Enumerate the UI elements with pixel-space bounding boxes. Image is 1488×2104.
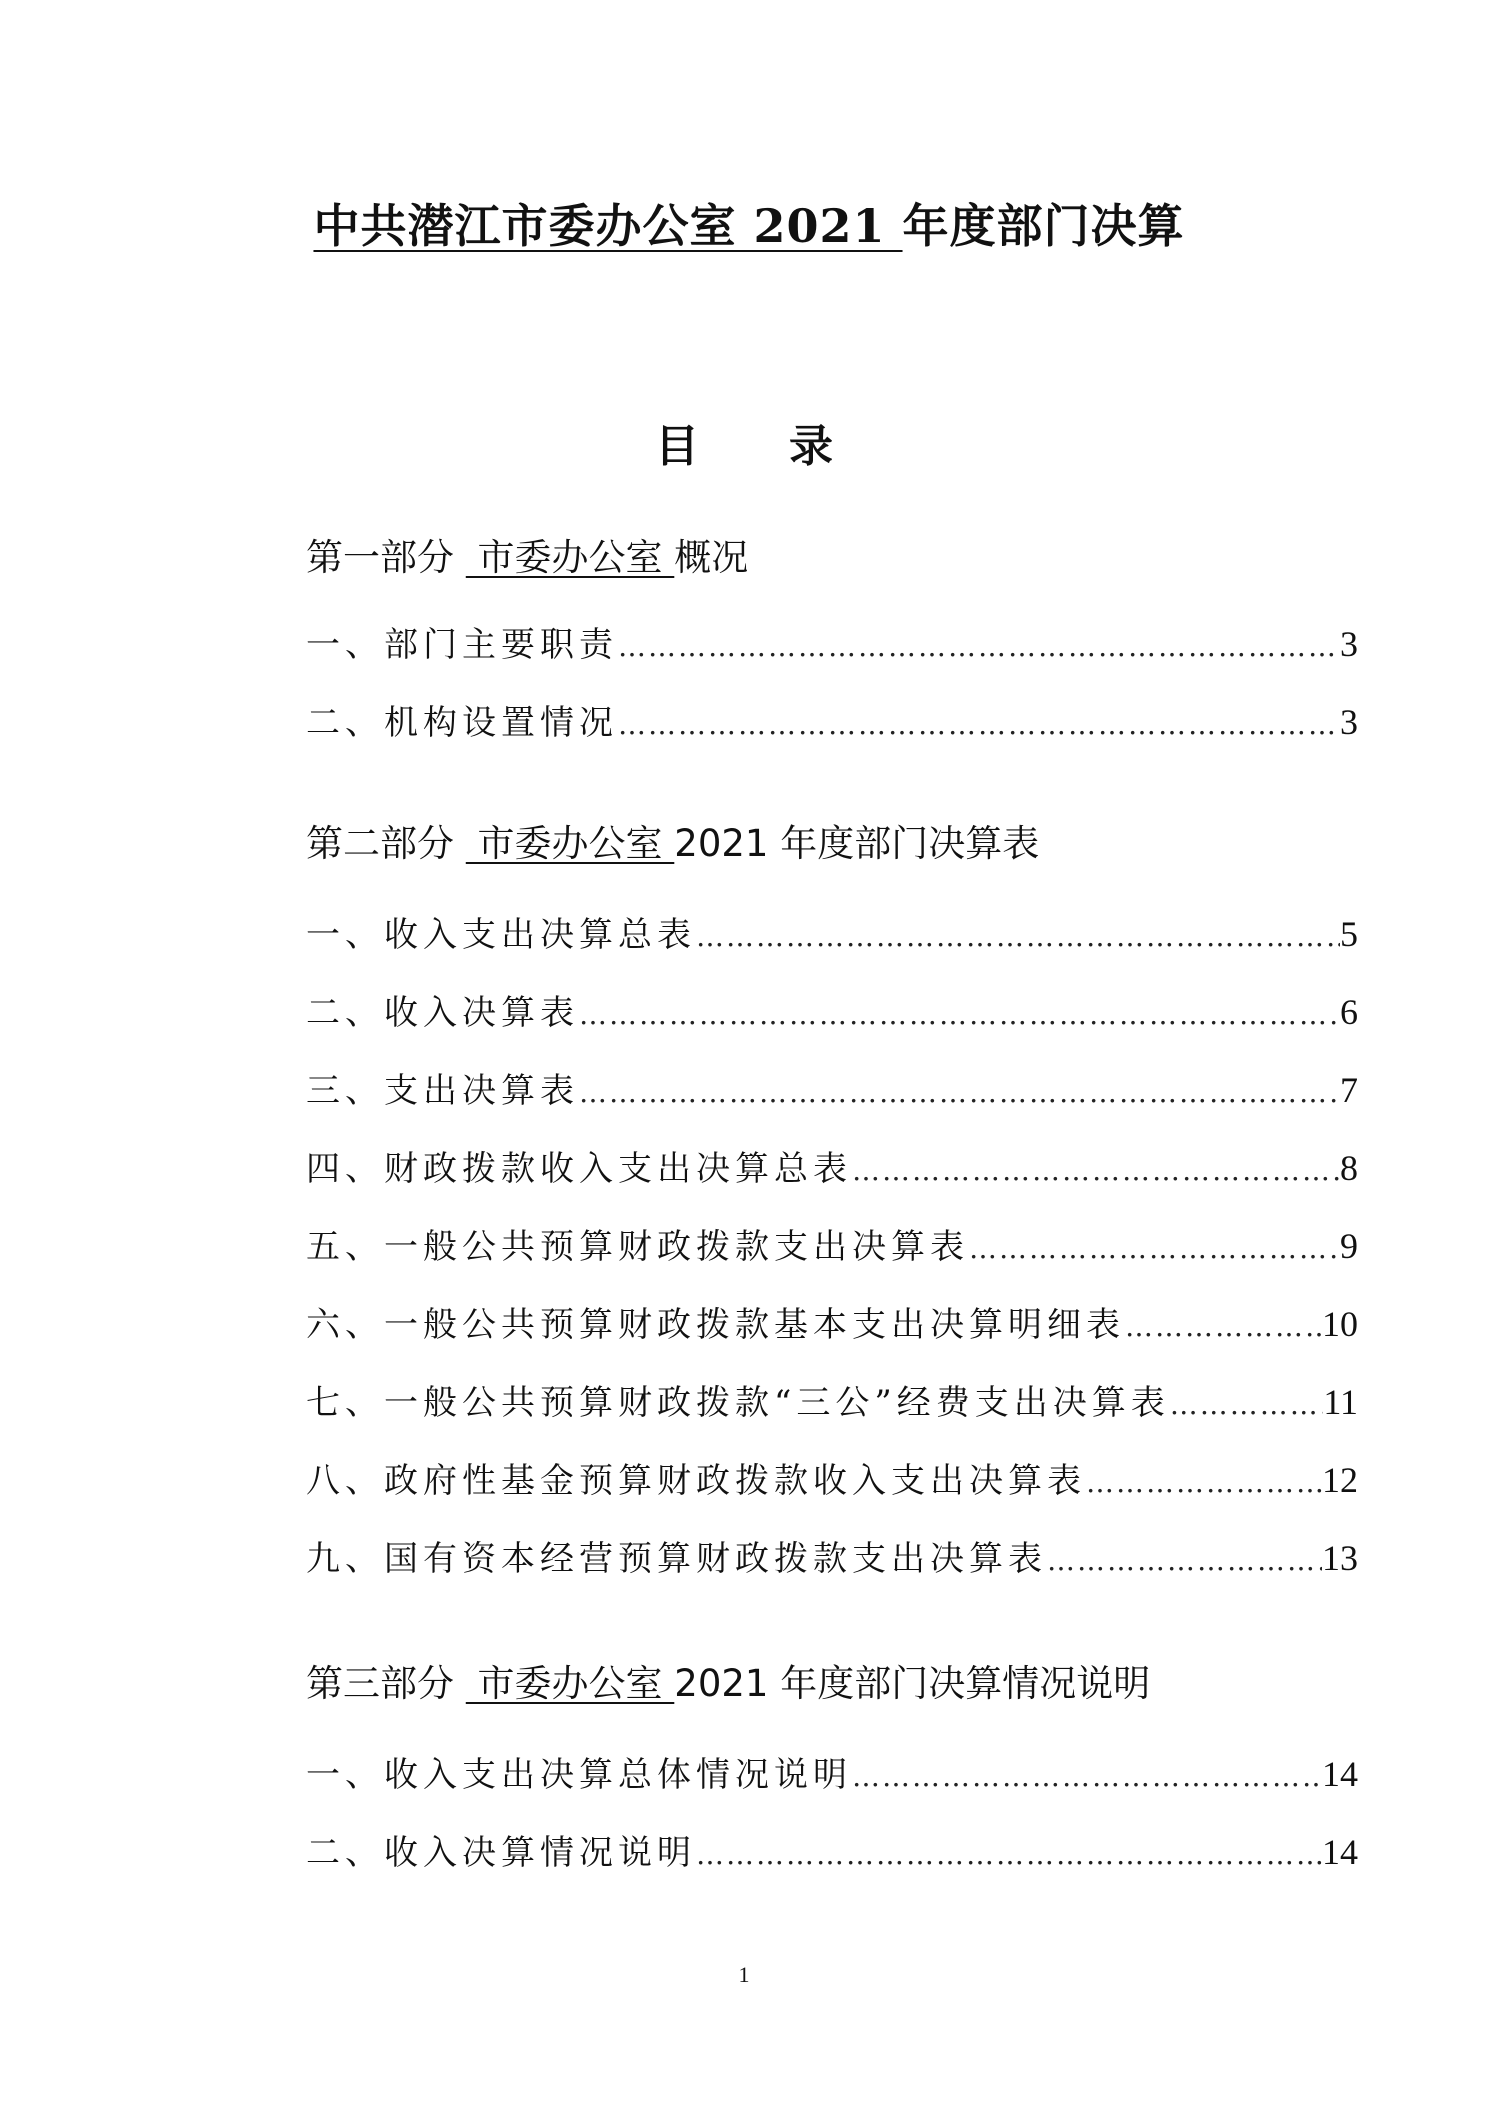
toc-leader-dots <box>618 708 1340 741</box>
toc-leader-dots <box>852 1154 1340 1187</box>
toc-entry[interactable] <box>306 1825 1358 1874</box>
section-heading-part-1 <box>306 527 748 581</box>
toc-entry-page: 11 <box>1323 1382 1358 1422</box>
toc-entry-label: 二、机构设置情况 <box>306 703 618 743</box>
toc-entry-page: 14 <box>1322 1832 1358 1872</box>
toc-entry-page: 3 <box>1340 624 1358 664</box>
toc-entry-page: 8 <box>1340 1148 1358 1188</box>
document-title <box>0 190 1488 256</box>
section-prefix: 第二部分 <box>306 822 466 865</box>
toc-entry-label: 五、一般公共预算财政拨款支出决算表 <box>306 1227 969 1267</box>
toc-leader-dots <box>852 1760 1322 1793</box>
toc-leader-dots <box>1170 1388 1324 1421</box>
toc-leader-dots <box>969 1232 1340 1265</box>
toc-entry-label: 三、支出决算表 <box>306 1071 579 1111</box>
toc-entry[interactable] <box>306 1297 1358 1346</box>
toc-entry-label: 七、一般公共预算财政拨款“三公”经费支出决算表 <box>306 1383 1170 1423</box>
toc-entry-label: 一、部门主要职责 <box>306 625 618 665</box>
section-heading-part-2 <box>306 813 1039 867</box>
document-title-rest: 年度部门决算 <box>902 199 1185 253</box>
toc-entry-page: 10 <box>1322 1304 1358 1344</box>
toc-entry[interactable] <box>306 1747 1358 1796</box>
toc-entry-page: 12 <box>1322 1460 1358 1500</box>
document-title-underlined: 中共潜江市委办公室 2021 <box>313 199 903 253</box>
toc-entry[interactable] <box>306 1219 1358 1268</box>
section-heading-part-3 <box>306 1653 1150 1707</box>
toc-entry[interactable] <box>306 695 1358 744</box>
toc-entry-label: 六、一般公共预算财政拨款基本支出决算明细表 <box>306 1305 1125 1345</box>
toc-entry-page: 6 <box>1340 992 1358 1032</box>
toc-entry-page: 5 <box>1340 914 1358 954</box>
toc-entry[interactable] <box>306 1141 1358 1190</box>
toc-leader-dots <box>696 1838 1322 1871</box>
toc-entry-label: 二、收入决算情况说明 <box>306 1833 696 1873</box>
section-suffix: 概况 <box>674 536 749 579</box>
section-prefix: 第一部分 <box>306 536 466 579</box>
toc-entry-page: 14 <box>1322 1754 1358 1794</box>
toc-entry[interactable] <box>306 907 1358 956</box>
toc-entry[interactable] <box>306 985 1358 1034</box>
toc-entry-label: 九、国有资本经营预算财政拨款支出决算表 <box>306 1539 1047 1579</box>
toc-entry[interactable] <box>306 1375 1358 1424</box>
toc-entry-label: 一、收入支出决算总表 <box>306 915 696 955</box>
section-org-name: 市委办公室 <box>465 1662 675 1705</box>
toc-entry-page: 7 <box>1340 1070 1358 1110</box>
toc-leader-dots <box>618 630 1340 663</box>
toc-leader-dots <box>1086 1466 1322 1499</box>
toc-entry[interactable] <box>306 617 1358 666</box>
page-number: 1 <box>738 1962 750 1987</box>
toc-entry[interactable] <box>306 1453 1358 1502</box>
toc-entry-page: 9 <box>1340 1226 1358 1266</box>
section-suffix: 2021 年度部门决算表 <box>674 822 1040 865</box>
toc-entry-label: 八、政府性基金预算财政拨款收入支出决算表 <box>306 1461 1086 1501</box>
toc-entry-label: 二、收入决算表 <box>306 993 579 1033</box>
toc-entry-page: 13 <box>1322 1538 1358 1578</box>
toc-entry[interactable] <box>306 1063 1358 1112</box>
section-suffix: 2021 年度部门决算情况说明 <box>674 1662 1151 1705</box>
section-org-name: 市委办公室 <box>465 822 675 865</box>
toc-entry-page: 3 <box>1340 702 1358 742</box>
toc-entry-label: 四、财政拨款收入支出决算总表 <box>306 1149 852 1189</box>
toc-entry[interactable] <box>306 1531 1358 1580</box>
toc-leader-dots <box>696 920 1340 953</box>
toc-leader-dots <box>579 1076 1340 1109</box>
toc-leader-dots <box>1047 1544 1322 1577</box>
section-prefix: 第三部分 <box>306 1662 466 1705</box>
toc-entry-label: 一、收入支出决算总体情况说明 <box>306 1755 852 1795</box>
section-org-name: 市委办公室 <box>465 536 675 579</box>
toc-leader-dots <box>1125 1310 1322 1343</box>
toc-leader-dots <box>579 998 1340 1031</box>
toc-heading: 目录 <box>655 421 923 472</box>
